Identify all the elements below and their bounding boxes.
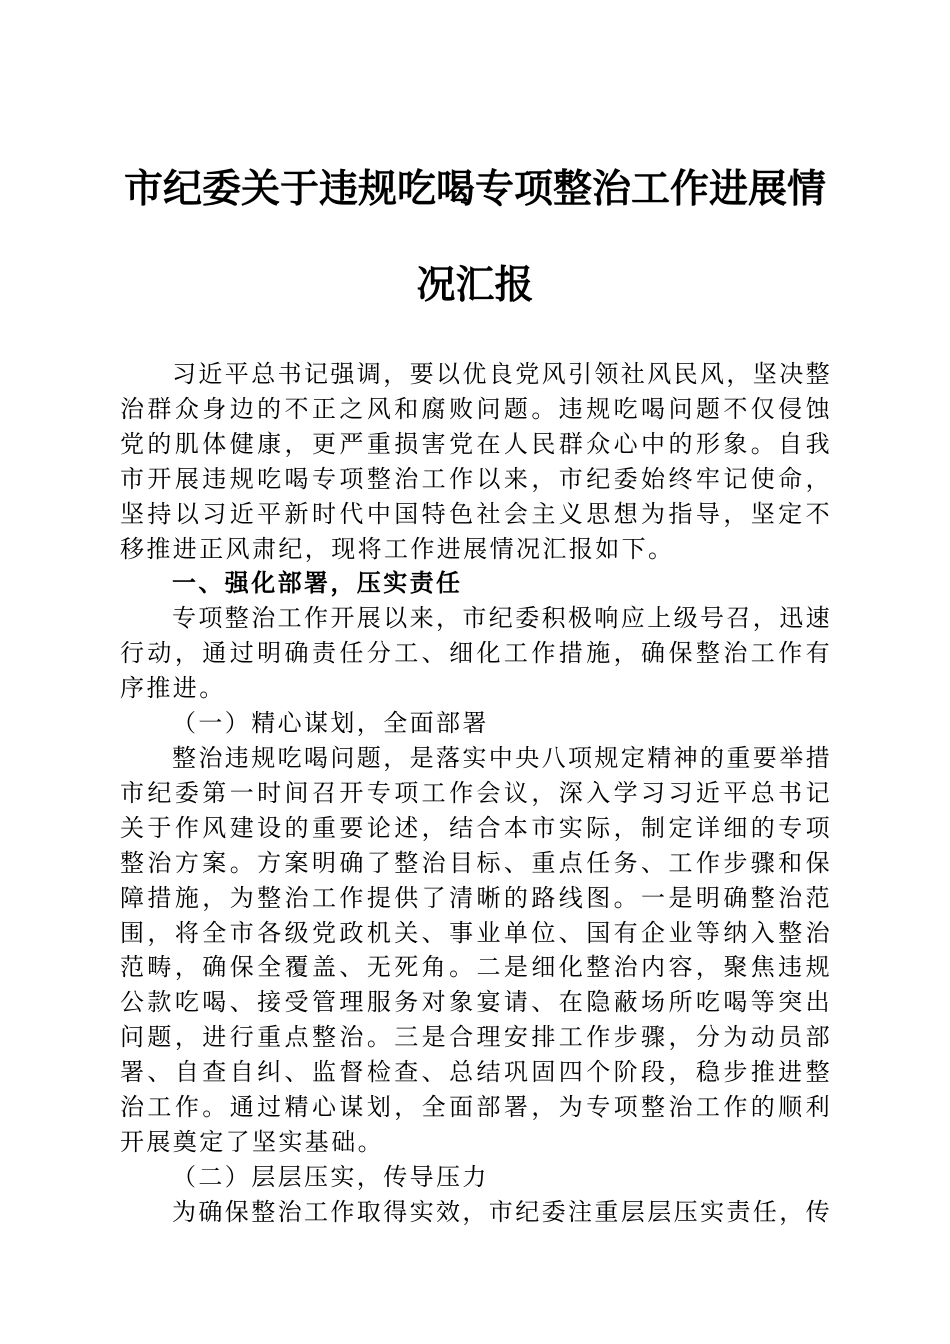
subsection-heading-1: （一）精心谋划，全面部署: [172, 709, 489, 738]
intro-paragraph: 习近平总书记强调，要以优良党风引领社风民风，坚决整治群众身边的不正之风和腐败问题。违规吃喝问题不仅侵蚀党的肌体健康，更严重损害党在人民群众心中的形象。自我市开展违规吃喝专项整治工作以来，市纪委始终牢记使命，坚持以习近平新时代中国特色社会主义思想为指导，坚定不移推进正风肃纪，现将工作进展情况汇报如下。: [120, 360, 832, 563]
document-title: 市纪委关于违规吃喝专项整治工作进展情况汇报: [123, 166, 826, 308]
subsection-2-paragraph: 为确保整治工作取得实效，市纪委注重层层压实责任，传: [172, 1197, 832, 1226]
section-heading-1: 一、强化部署，压实责任: [172, 569, 463, 598]
subsection-heading-2: （二）层层压实，传导压力: [172, 1162, 489, 1191]
document-body: [120, 357, 832, 1230]
section-1-paragraph: 专项整治工作开展以来，市纪委积极响应上级号召，迅速行动，通过明确责任分工、细化工作措施，确保整治工作有序推进。: [120, 604, 832, 703]
subsection-1-paragraph: 整治违规吃喝问题，是落实中央八项规定精神的重要举措市纪委第一时间召开专项工作会议，深入学习习近平总书记关于作风建设的重要论述，结合本市实际，制定详细的专项整治方案。方案明确了整治目标、重点任务、工作步骤和保障措施，为整治工作提供了清晰的路线图。一是明确整治范围，将全市各级党政机关、事业单位、国有企业等纳入整治范畴，确保全覆盖、无死角。二是细化整治内容，聚焦违规公款吃喝、接受管理服务对象宴请、在隐蔽场所吃喝等突出问题，进行重点整治。三是合理安排工作步骤，分为动员部署、自查自纠、监督检查、总结巩固四个阶段，稳步推进整治工作。通过精心谋划，全面部署，为专项整治工作的顺利开展奠定了坚实基础。: [120, 743, 832, 1156]
